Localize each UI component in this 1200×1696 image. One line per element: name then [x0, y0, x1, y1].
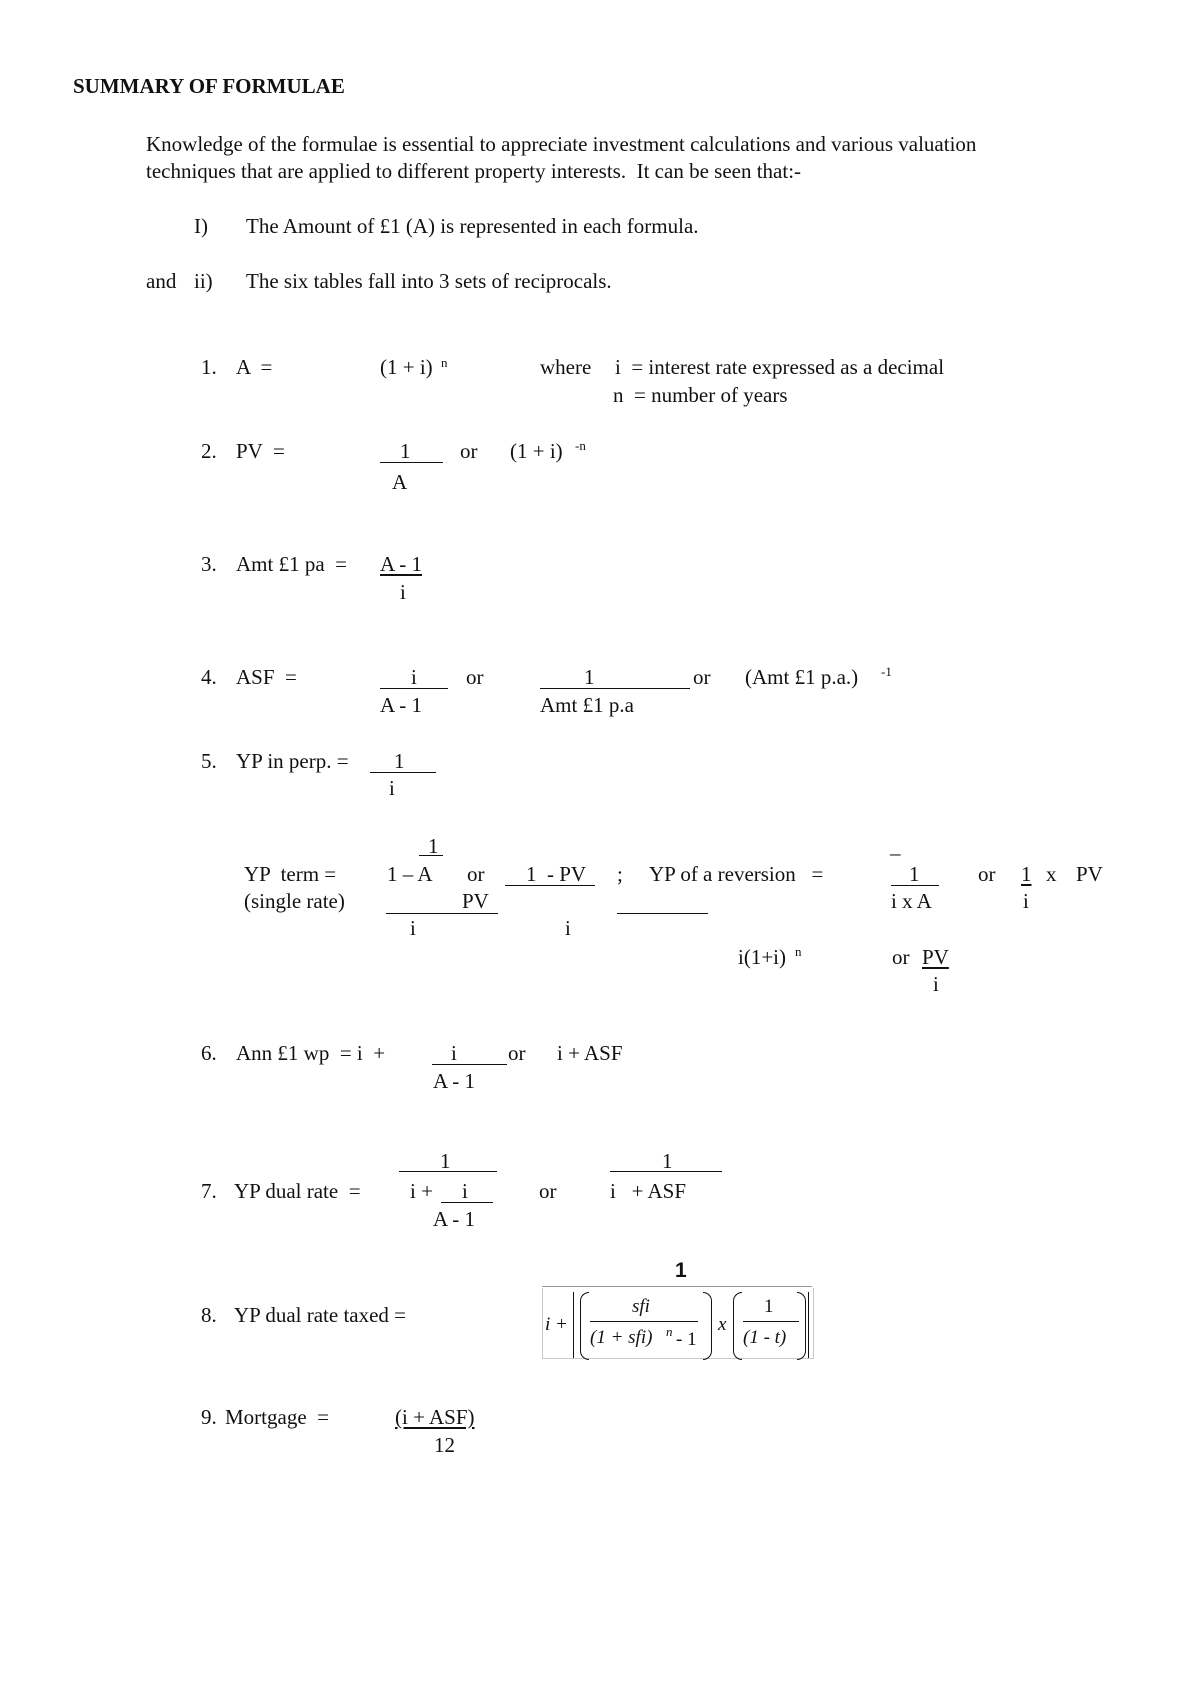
formula-8-den: (1 + sfi) [590, 1327, 653, 1348]
formula-3-number: 3. [201, 552, 217, 576]
yp-reversion-den-2: i x A [891, 889, 932, 913]
yp-reversion-or-3: or [892, 945, 910, 969]
formula-8-minus-one: - 1 [676, 1329, 697, 1350]
formula-1-expr: (1 + i) [380, 355, 433, 379]
formula-8-i-plus: i + [545, 1314, 568, 1335]
formula-8-inner-bar-1 [590, 1321, 698, 1322]
formula-9-number: 9. [201, 1405, 217, 1429]
formula-7-inner-bar [441, 1202, 493, 1203]
yp-term-top: 1 [428, 834, 439, 858]
formula-7-number: 7. [201, 1179, 217, 1203]
formula-3-frac-num: A - 1 [380, 552, 422, 576]
intro-line-1: Knowledge of the formulae is essential to appreciate investment calculations and various valuation [146, 132, 977, 156]
formula-8-main-bar [542, 1286, 812, 1287]
formula-4-lhs: ASF = [236, 665, 297, 689]
yp-term-den-1: i [410, 916, 416, 940]
point-1-marker: I) [194, 214, 208, 238]
yp-reversion-label: YP of a reversion = [649, 862, 824, 886]
yp-reversion-or-2: or [978, 862, 996, 886]
yp-reversion-pv-3: PV [1076, 862, 1103, 886]
formula-7-frac2-bar [610, 1171, 722, 1172]
formula-8-den-exponent: n [666, 1324, 673, 1339]
formula-1-def-n: n = number of years [613, 383, 788, 407]
formula-4-or-2: or [693, 665, 711, 689]
yp-reversion-dash: _ [890, 834, 901, 858]
yp-reversion-num-3: 1 [1021, 862, 1032, 886]
yp-reversion-pv-4: PV [922, 945, 949, 969]
formula-1-number: 1. [201, 355, 217, 379]
formula-8-lhs: YP dual rate taxed = [234, 1303, 407, 1327]
formula-7-frac1-bar [399, 1171, 497, 1172]
formula-2-or: or [460, 439, 478, 463]
formula-6-or: or [508, 1041, 526, 1065]
formula-4-number: 4. [201, 665, 217, 689]
point-1-text: The Amount of £1 (A) is represented in each formula. [246, 214, 699, 238]
formula-4-frac2-den: Amt £1 p.a [540, 693, 634, 717]
formula-6-number: 6. [201, 1041, 217, 1065]
yp-term-num-2: 1 - PV [526, 862, 587, 886]
formula-4-frac1-num: i [411, 665, 417, 689]
yp-reversion-den-exponent: n [795, 944, 802, 959]
formula-5-frac-den: i [389, 776, 395, 800]
formula-8-times: x [718, 1314, 727, 1335]
yp-reversion-den-3: i [1023, 889, 1029, 913]
formula-7-or: or [539, 1179, 557, 1203]
formula-2-number: 2. [201, 439, 217, 463]
formula-6-frac-den: A - 1 [433, 1069, 475, 1093]
formula-4-or-1: or [466, 665, 484, 689]
formula-6-lhs: Ann £1 wp = i + [236, 1041, 386, 1065]
formula-3-frac-den: i [400, 580, 406, 604]
formula-4-frac2-num: 1 [584, 665, 595, 689]
yp-reversion-num-2: 1 [909, 862, 920, 886]
yp-term-single-rate: (single rate) [244, 889, 345, 913]
formula-8-paren-right [703, 1292, 712, 1360]
yp-term-or-1: or [467, 862, 485, 886]
formula-8-one: 1 [764, 1296, 774, 1317]
formula-4-expr: (Amt £1 p.a.) [745, 665, 859, 689]
yp-reversion-frac-bar [617, 913, 708, 914]
formula-8-top: 1 [675, 1259, 687, 1282]
formula-6-frac-num: i [451, 1041, 457, 1065]
formula-2-expr: (1 + i) [510, 439, 563, 463]
formula-5-number: 5. [201, 749, 217, 773]
formula-4-frac1-bar [380, 688, 448, 689]
yp-term-mid: 1 – A [387, 862, 433, 886]
formula-7-lhs: YP dual rate = [234, 1179, 361, 1203]
formula-3-lhs: Amt £1 pa = [236, 552, 347, 576]
formula-8-number: 8. [201, 1303, 217, 1327]
formula-7-den-b: i [462, 1179, 468, 1203]
yp-term-pv: PV [462, 889, 489, 913]
formula-8-paren-right-2 [797, 1292, 806, 1360]
yp-reversion-den: i(1+i) [738, 945, 786, 969]
page-title: SUMMARY OF FORMULAE [73, 74, 345, 98]
formula-6-alt: i + ASF [557, 1041, 623, 1065]
formula-2-lhs: PV = [236, 439, 285, 463]
yp-term-outer-bar [386, 913, 498, 914]
formula-2-frac-bar [380, 462, 443, 463]
yp-reversion-frac2-bar [891, 885, 939, 886]
point-2-prefix: and [146, 269, 177, 293]
formula-7-frac1-num: 1 [440, 1149, 451, 1173]
formula-4-exponent: -1 [881, 664, 892, 679]
formula-1-exponent: n [441, 355, 448, 370]
formula-9-lhs: Mortgage = [225, 1405, 329, 1429]
yp-term-inner-bar [419, 855, 443, 856]
formula-2-exponent: -n [575, 438, 586, 453]
formula-8-sfi: sfi [632, 1296, 650, 1317]
formula-4-frac1-den: A - 1 [380, 693, 422, 717]
point-2-text: The six tables fall into 3 sets of reciprocals. [246, 269, 612, 293]
formula-7-frac2-den: i + ASF [610, 1179, 687, 1203]
formula-1-where: where [540, 355, 592, 379]
formula-8-bar-right [808, 1292, 809, 1358]
formula-8-one-minus-t: (1 - t) [743, 1327, 787, 1348]
point-2-marker: ii) [194, 269, 213, 293]
formula-9-frac-num: (i + ASF) [395, 1405, 475, 1429]
formula-6-frac-bar [432, 1064, 507, 1065]
formula-8-paren-left [580, 1292, 589, 1360]
formula-8-inner-bar-2 [743, 1321, 799, 1322]
yp-term-label: YP term = [244, 862, 337, 886]
formula-5-frac-num: 1 [394, 749, 405, 773]
formula-2-frac-den: A [392, 470, 408, 494]
yp-reversion-den-4: i [933, 972, 939, 996]
formula-8-bar-left-1 [573, 1292, 574, 1358]
formula-4-frac2-bar [540, 688, 690, 689]
formula-7-den-a: i + [410, 1179, 433, 1203]
yp-term-semicolon: ; [617, 862, 623, 886]
formula-5-lhs: YP in perp. = [236, 749, 349, 773]
formula-8-paren-left-2 [733, 1292, 742, 1360]
formula-1-lhs: A = [236, 355, 273, 379]
formula-7-den-c: A - 1 [433, 1207, 475, 1231]
intro-line-2: techniques that are applied to different property interests. It can be seen that:- [146, 159, 802, 183]
yp-reversion-times: x [1046, 862, 1057, 886]
formula-9-frac-den: 12 [434, 1433, 455, 1457]
yp-term-den-2: i [565, 916, 571, 940]
formula-7-frac2-num: 1 [662, 1149, 673, 1173]
yp-term-frac2-bar [505, 885, 595, 886]
formula-1-def-i: i = interest rate expressed as a decimal [615, 355, 945, 379]
formula-2-frac-num: 1 [400, 439, 411, 463]
formula-5-frac-bar [370, 772, 436, 773]
